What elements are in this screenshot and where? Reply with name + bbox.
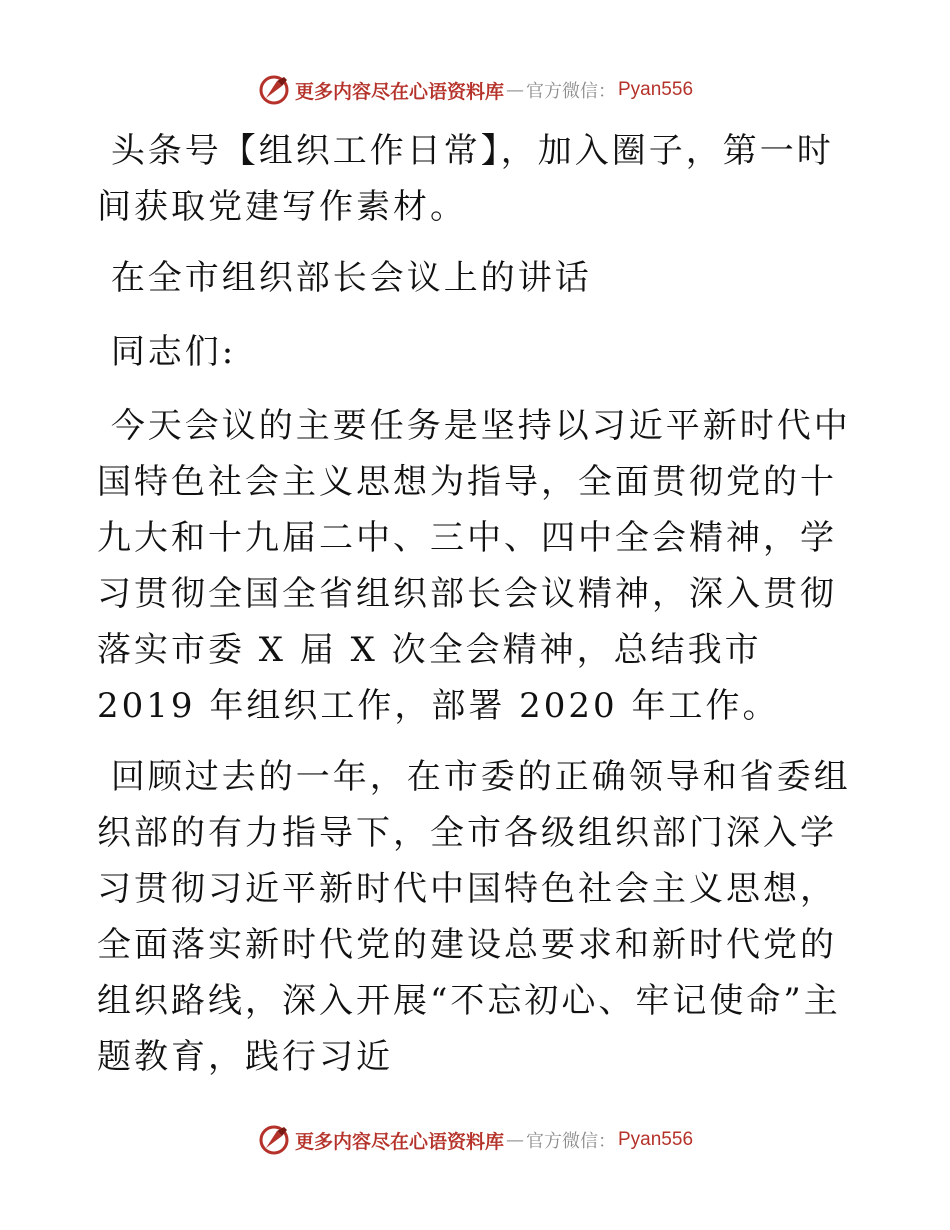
document-body xyxy=(97,123,857,1100)
salutation: 同志们: xyxy=(97,332,237,372)
wechat-id: Pyan556 xyxy=(618,1129,694,1150)
intro-line: 头条号【组织工作日常】，加入圈子，第一时间获取党建写作素材。 xyxy=(97,131,834,227)
wechat-label: 官方微信： xyxy=(526,81,616,102)
separator-dash: — xyxy=(506,1129,524,1151)
paragraph-2: 回顾过去的一年，在市委的正确领导和省委组织部的有力指导下，全市各级组织部门深入学习贯彻习近平新时代中国特色社会主义思想，全面落实新时代党的建设总要求和新时代党的组织路线，深入开展“不忘初心、牢记使命”主题教育，践行习近 xyxy=(97,757,851,1077)
footer-watermark-banner xyxy=(0,1120,950,1160)
wechat-id: Pyan556 xyxy=(618,79,694,100)
paragraph-1: 今天会议的主要任务是坚持以习近平新时代中国特色社会主义思想为指导，全面贯彻党的十九大和十九届二中、三中、四中全会精神，学习贯彻全国全省组织部长会议精神，深入贯彻落实市委 X 届 X 次全会精神，总结我市 2019 年组织工作，部署 2020 年工作。 xyxy=(97,406,851,726)
pen-nib-circle-icon xyxy=(257,73,291,107)
separator-dash: — xyxy=(506,79,524,101)
promo-text: 更多内容尽在心语资料库 xyxy=(294,80,504,103)
page-title: 在全市组织部长会议上的讲话 xyxy=(97,258,592,298)
promo-text: 更多内容尽在心语资料库 xyxy=(294,1130,504,1153)
pen-nib-circle-icon xyxy=(257,1123,291,1157)
header-watermark-banner xyxy=(0,70,950,110)
wechat-label: 官方微信： xyxy=(526,1131,616,1152)
